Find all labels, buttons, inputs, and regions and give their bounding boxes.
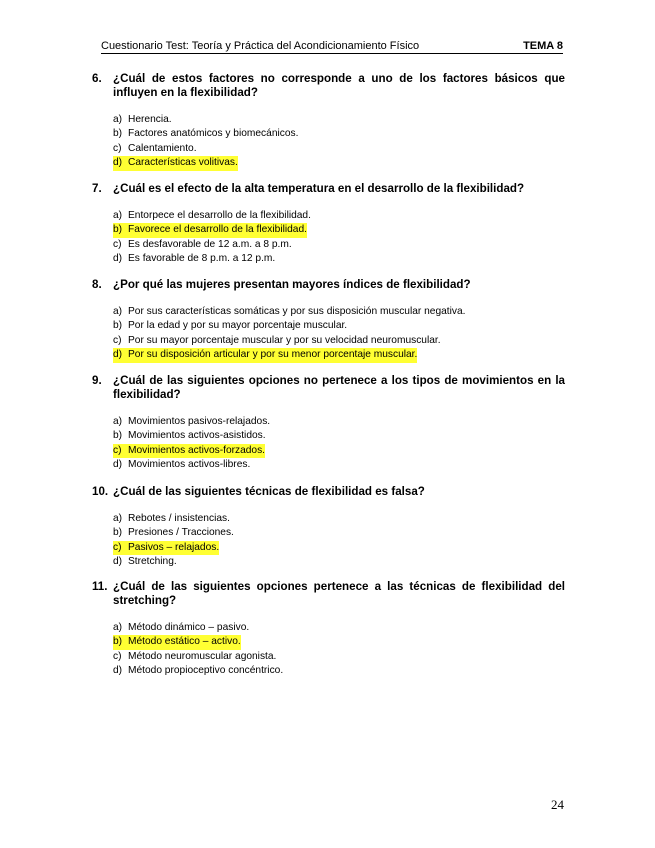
option-letter: b) [113,527,123,539]
option-letter: c) [113,238,122,250]
document-title: Cuestionario Test: Teoría y Práctica del Acondicionamiento Físico [101,40,420,52]
option-text: Presiones / Tracciones. [128,527,234,539]
question-7 [92,182,565,267]
option-text: Factores anatómicos y biomecánicos. [128,128,299,140]
option-a [113,512,565,526]
option-text: Método propioceptivo concéntrico. [128,665,284,677]
option-letter: b) [113,430,123,442]
option-letter: b) [113,224,123,236]
option-text: Método dinámico – pasivo. [128,622,250,633]
option-letter: d) [113,253,123,265]
page-header [101,40,563,54]
question-text: ¿Cuál de las siguientes técnicas de flexibilidad es falsa? [113,485,425,498]
option-text: Entorpece el desarrollo de la flexibilidad. [128,210,311,221]
option-text: Movimientos activos-asistidos. [128,430,266,442]
option-d [113,252,565,266]
option-letter: a) [113,306,123,317]
option-a [113,305,565,319]
option-c [113,334,565,348]
option-letter: a) [113,622,123,633]
page-number: 24 [551,797,564,812]
question-number: 6. [92,72,102,85]
question-9 [92,374,565,473]
option-text: Movimientos pasivos-relajados. [128,416,271,427]
option-c [113,142,565,156]
option-c [113,238,565,252]
question-text: ¿Cuál de estos factores no corresponde a uno de los factores básicos que influyen en la flexibilidad? [113,72,565,99]
option-text: Es desfavorable de 12 a.m. a 8 p.m. [128,238,292,250]
option-letter: d) [113,157,123,169]
question-number: 8. [92,278,102,291]
option-letter: d) [113,556,123,568]
option-text: Calentamiento. [128,142,197,154]
option-letter: c) [113,444,122,456]
option-letter: b) [113,128,123,140]
option-b [113,429,565,443]
option-text: Por sus características somáticas y por sus disposición muscular negativa. [128,306,466,317]
option-text: Por la edad y por su mayor porcentaje muscular. [128,320,348,332]
option-d [113,664,565,678]
option-text-highlighted: Movimientos activos-forzados. [128,444,266,456]
question-8 [92,278,565,363]
option-text: Método neuromuscular agonista. [128,650,277,662]
option-letter: d) [113,459,123,471]
tema-label: TEMA 8 [523,40,563,52]
option-b [113,526,565,540]
option-letter: c) [113,334,122,346]
option-text-highlighted: Pasivos – relajados. [128,541,220,553]
option-a [113,209,565,223]
option-b-correct [113,635,565,649]
option-text: Por su mayor porcentaje muscular y por su velocidad neuromuscular. [128,334,441,346]
option-letter: b) [113,320,123,332]
option-c-correct [113,541,565,555]
option-text: Rebotes / insistencias. [128,513,230,524]
option-a [113,621,565,635]
option-text-highlighted: Características volitivas. [128,157,238,169]
option-text: Es favorable de 8 p.m. a 12 p.m. [128,253,276,265]
option-b-correct [113,223,565,237]
question-number: 9. [92,374,102,387]
option-text-highlighted: Por su disposición articular y por su menor porcentaje muscular. [128,349,418,361]
option-letter: b) [113,636,123,648]
option-text-highlighted: Método estático – activo. [128,636,241,648]
question-text: ¿Por qué las mujeres presentan mayores índices de flexibilidad? [113,278,471,291]
option-letter: a) [113,416,123,427]
question-6 [92,72,565,171]
option-letter: a) [113,114,123,125]
option-c [113,650,565,664]
question-text: ¿Cuál es el efecto de la alta temperatura en el desarrollo de la flexibilidad? [113,182,525,195]
option-letter: a) [113,210,123,221]
option-b [113,319,565,333]
question-number: 7. [92,182,102,195]
option-d-correct [113,348,565,362]
option-letter: c) [113,142,122,154]
question-11 [92,580,565,679]
option-b [113,127,565,141]
option-d-correct [113,156,565,170]
option-text-highlighted: Favorece el desarrollo de la flexibilidad. [128,224,307,236]
option-c-correct [113,444,565,458]
option-letter: d) [113,665,123,677]
option-d [113,458,565,472]
option-d [113,555,565,569]
option-letter: c) [113,650,122,662]
question-number: 10. [92,485,109,498]
option-text: Stretching. [128,556,177,568]
question-text: ¿Cuál de las siguientes opciones no pertenece a los tipos de movimientos en la flexibilidad? [113,374,565,401]
question-number: 11. [92,580,108,593]
option-letter: c) [113,541,122,553]
question-10 [92,485,565,570]
option-text: Herencia. [128,114,172,125]
option-a [113,113,565,127]
option-text: Movimientos activos-libres. [128,459,251,471]
option-a [113,415,565,429]
option-letter: d) [113,349,123,361]
question-text: ¿Cuál de las siguientes opciones pertenece a las técnicas de flexibilidad del stretching? [113,580,565,607]
option-letter: a) [113,513,123,524]
